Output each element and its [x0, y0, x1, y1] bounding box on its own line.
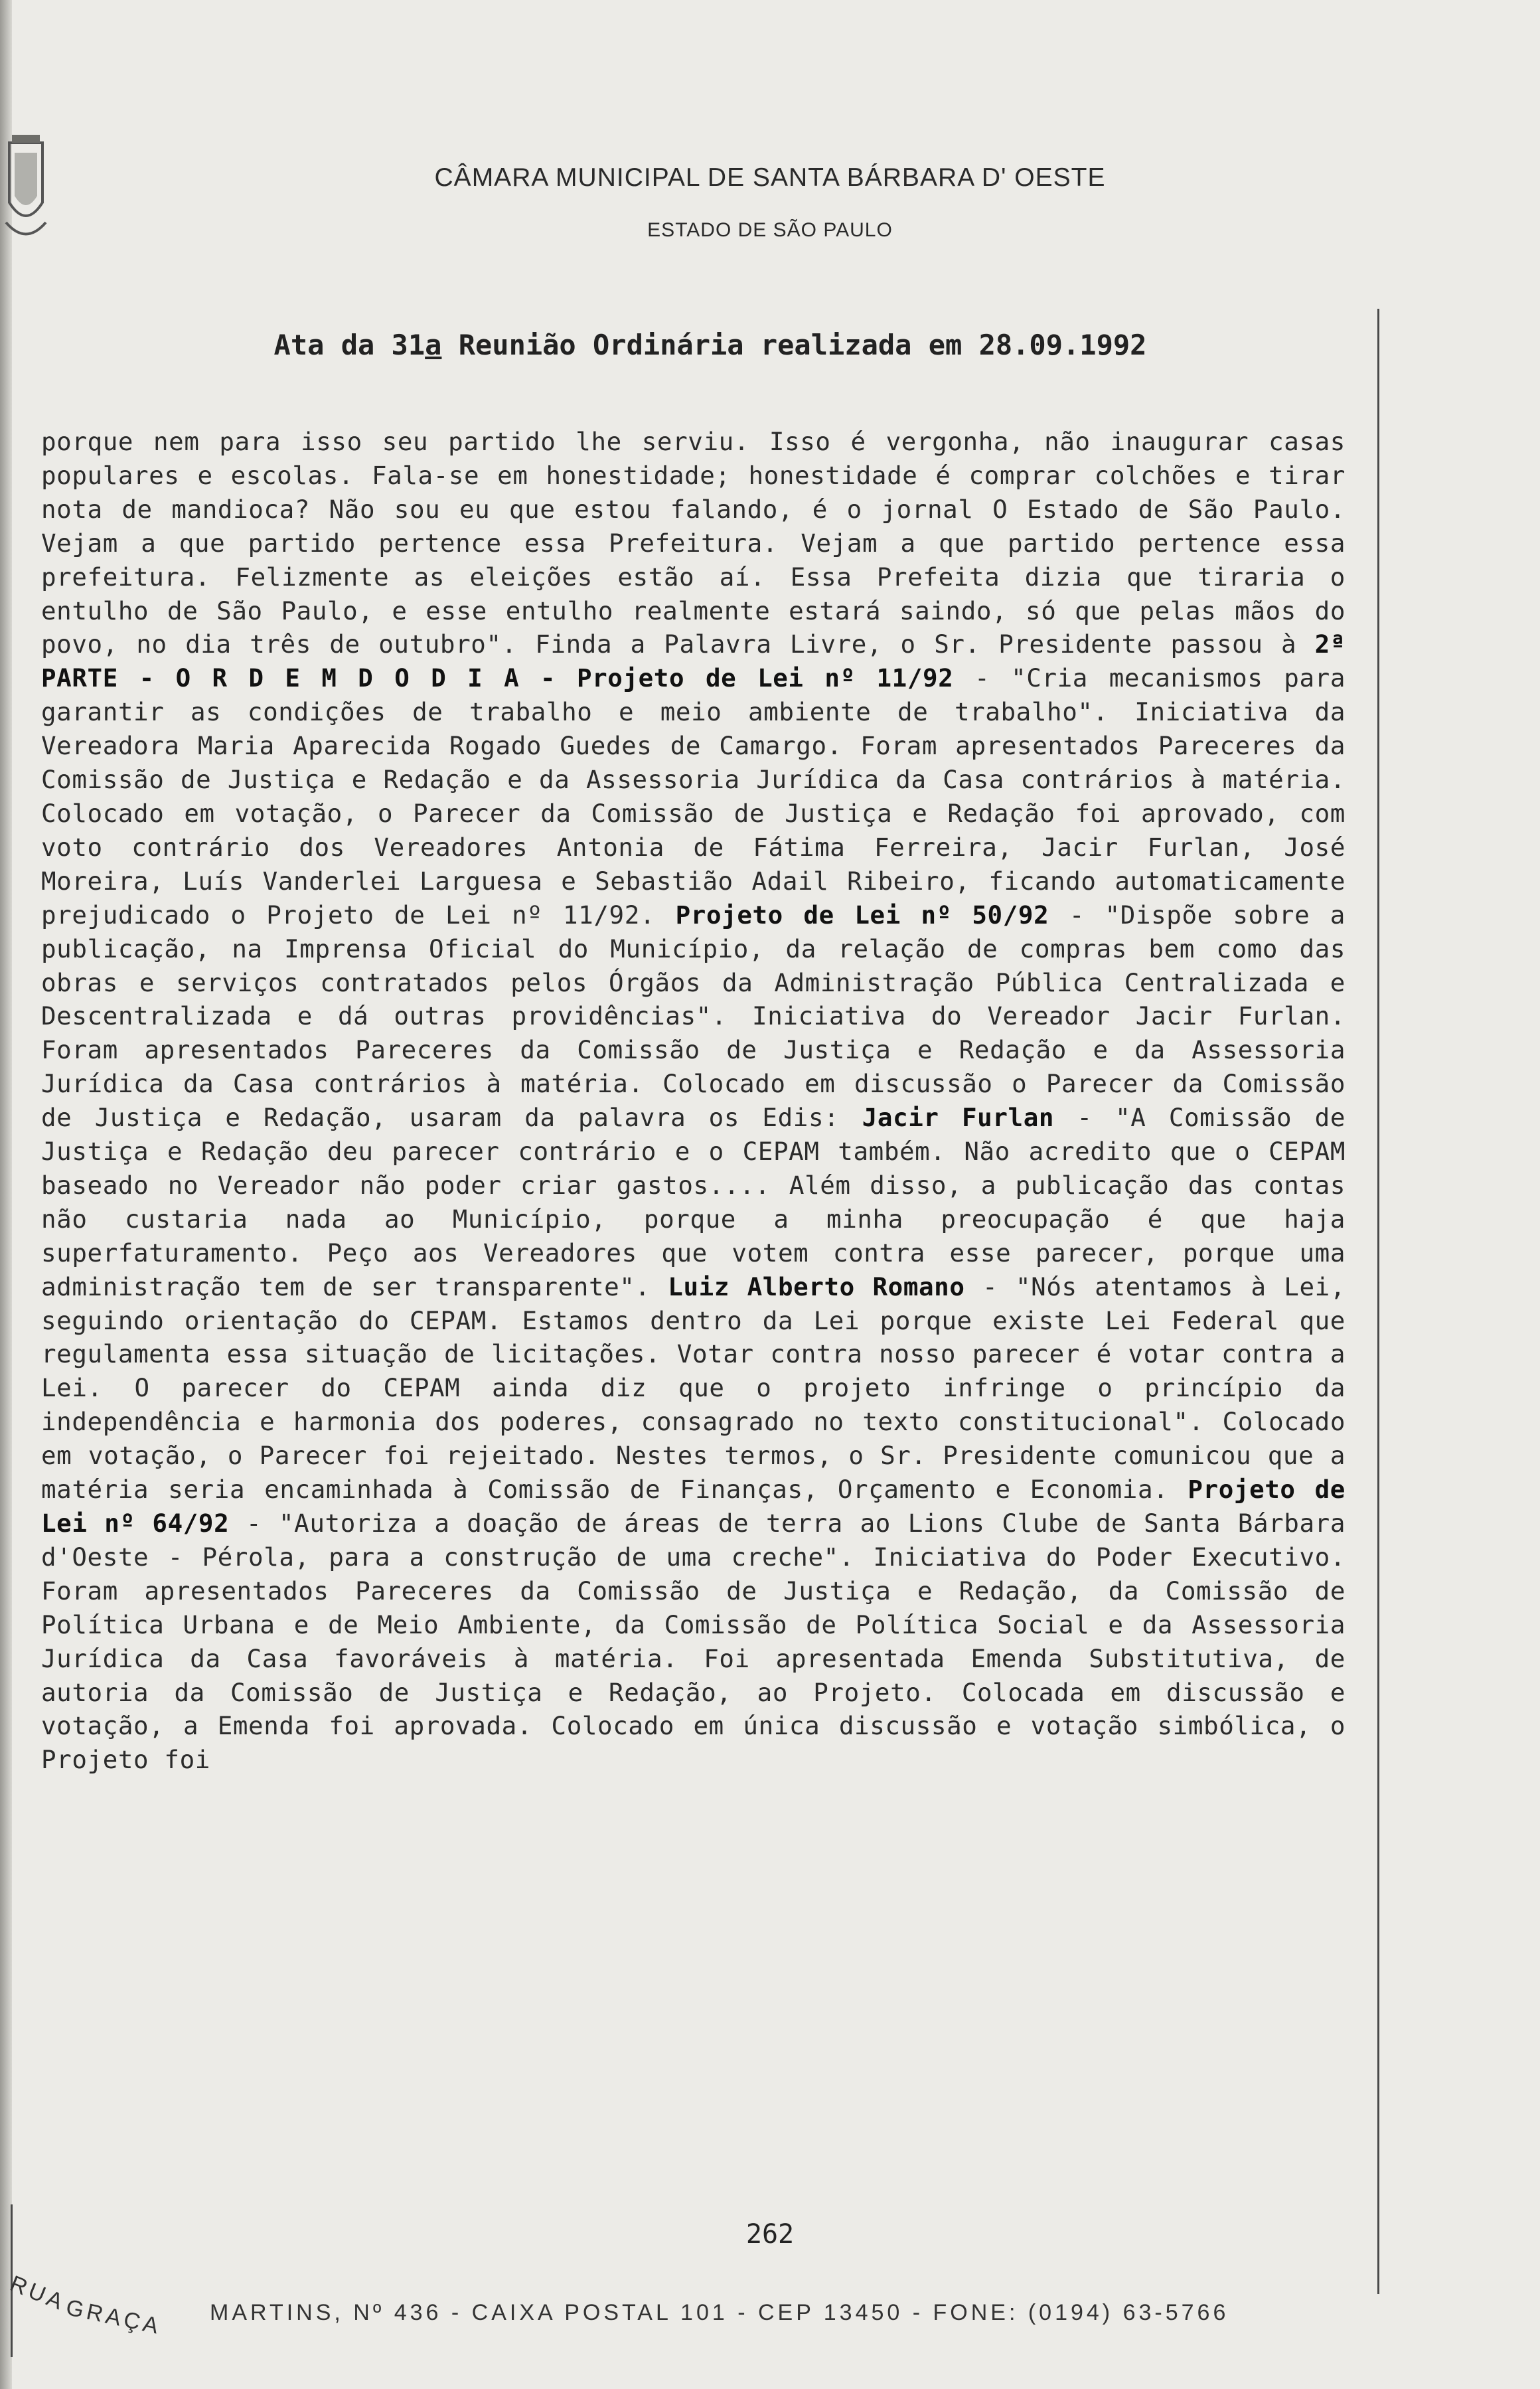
body-text-segment: - "A Comissão de Justiça e Redação deu parecer contrário e o CEPAM também. Não acredito que o CEPAM baseado no Vereador não poder criar gastos.... Além disso, a publicação das contas não custaria nada ao Município, porque a minha preocupação é que haja superfaturamento. Peço aos Vereadores que votem contra esse parecer, porque uma administração tem de ser transparente".	[41, 1103, 1346, 1301]
minutes-body	[41, 425, 1346, 1777]
footer-address	[6, 2271, 1397, 2350]
title-prefix: Ata da 31	[273, 329, 425, 361]
page-edge	[0, 0, 12, 2389]
title-suffix: Reunião Ordinária realizada em 28.09.1992	[441, 329, 1147, 361]
institution-header: CÂMARA MUNICIPAL DE SANTA BÁRBARA D' OESTE	[434, 163, 1106, 192]
title-ordinal: a	[425, 329, 442, 361]
body-bold-segment: Luiz Alberto Romano	[668, 1272, 965, 1301]
municipal-seal-icon	[3, 129, 49, 262]
body-bold-segment: 2ª PARTE - O R D E M D O D I A - Projeto de Lei nº 11/92	[41, 629, 1346, 693]
body-text-segment: porque nem para isso seu partido lhe serviu. Isso é vergonha, não inaugurar casas populares e escolas. Fala-se em honestidade; honestidade é comprar colchões e tirar nota de mandioca? Não sou eu que estou falando, é o jornal O Estado de São Paulo. Vejam a que partido pertence essa Prefeitura. Vejam a que partido pertence essa prefeitura. Felizmente as eleições estão aí. Essa Prefeita dizia que tiraria o entulho de São Paulo, e esse entulho realmente estará saindo, só que pelas mãos do povo, no dia três de outubro". Finda a Palavra Livre, o Sr. Presidente passou à	[41, 427, 1346, 659]
body-text-segment: - "Dispõe sobre a publicação, na Imprensa Oficial do Município, da relação de compras bem como das obras e serviços contratados pelos Órgãos da Administração Pública Centralizada e Descentralizada e dá outras providências". Iniciativa do Vereador Jacir Furlan. Foram apresentados Pareceres da Comissão de Justiça e Redação e da Assessoria Jurídica da Casa contrários à matéria. Colocado em discussão o Parecer da Comissão de Justiça e Redação, usaram da palavra os Edis:	[41, 900, 1346, 1133]
body-bold-segment: Jacir Furlan	[862, 1103, 1055, 1133]
footer-graca: GRAÇA	[64, 2295, 164, 2340]
body-text-segment: - "Autoriza a doação de áreas de terra ao Lions Clube de Santa Bárbara d'Oeste - Pérola, para a construção de uma creche". Iniciativa do Poder Executivo. Foram apresentados Pareceres da Comissão de Justiça e Redação, da Comissão de Política Urbana e de Meio Ambiente, da Comissão de Política Social e da Assessoria Jurídica da Casa favoráveis à matéria. Foi apresentada Emenda Substitutiva, de autoria da Comissão de Justiça e Redação, ao Projeto. Colocada em discussão e votação, a Emenda foi aprovada. Colocado em única discussão e votação simbólica, o Projeto foi	[41, 1509, 1346, 1775]
footer-rua: RUA	[6, 2271, 70, 2316]
body-text-segment: - "Nós atentamos à Lei, seguindo orientação do CEPAM. Estamos dentro da Lei porque existe Lei Federal que regulamenta essa situação de licitações. Votar contra nosso parecer é votar contra a Lei. O parecer do CEPAM ainda diz que o projeto infringe o princípio da independência e harmonia dos poderes, consagrado no texto constitucional". Colocado em votação, o Parecer foi rejeitado. Nestes termos, o Sr. Presidente comunicou que a matéria seria encaminhada à Comissão de Finanças, Orçamento e Economia.	[41, 1272, 1346, 1505]
body-bold-segment: Projeto de Lei nº 50/92	[675, 900, 1049, 930]
page-number: 262	[745, 2219, 795, 2250]
body-bold-segment: Projeto de Lei nº 64/92	[41, 1475, 1346, 1538]
minutes-title	[166, 329, 1255, 361]
state-header: ESTADO DE SÃO PAULO	[647, 219, 893, 241]
right-margin-rule	[1377, 309, 1379, 2294]
footer-address-line: MARTINS, Nº 436 - CAIXA POSTAL 101 - CEP 13450 - FONE: (0194) 63-5766	[210, 2300, 1229, 2325]
body-text-segment: - "Cria mecanismos para garantir as condições de trabalho e meio ambiente de trabalho". Iniciativa da Vereadora Maria Aparecida Rogado Guedes de Camargo. Foram apresentados Pareceres da Comissão de Justiça e Redação e da Assessoria Jurídica da Casa contrários à matéria. Colocado em votação, o Parecer da Comissão de Justiça e Redação foi aprovado, com voto contrário dos Vereadores Antonia de Fátima Ferreira, Jacir Furlan, José Moreira, Luís Vanderlei Larguesa e Sebastião Adail Ribeiro, ficando automaticamente prejudicado o Projeto de Lei nº 11/92.	[41, 663, 1346, 930]
